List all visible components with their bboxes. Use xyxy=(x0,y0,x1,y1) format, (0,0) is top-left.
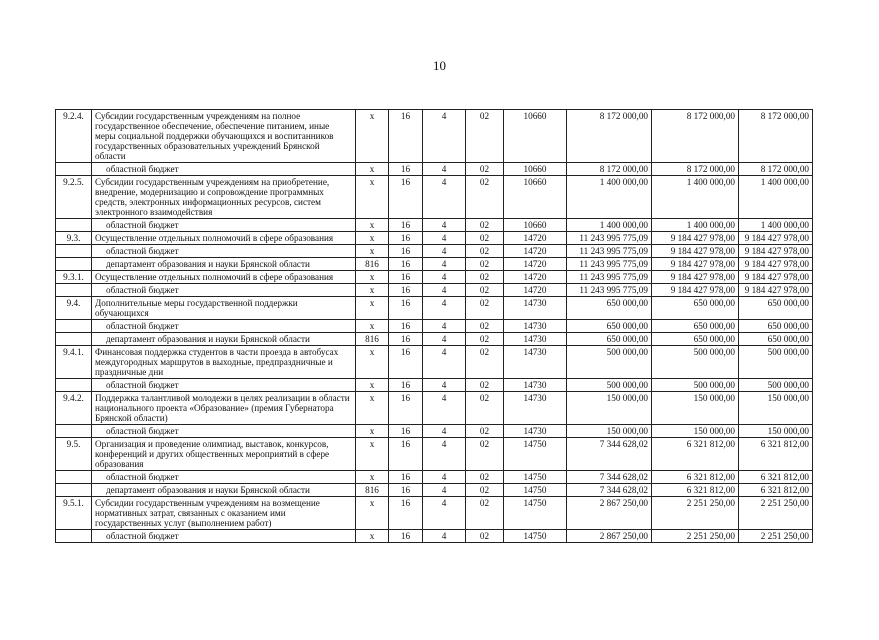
row-name-cell: Субсидии государственным учреждениям на возмещение нормативных затрат, связанных с оказанием ими государственных услуг (выполнением работ) xyxy=(92,497,356,530)
table-row xyxy=(56,530,813,543)
row-section-cell: 02 xyxy=(466,425,504,438)
row-direction-cell: 10660 xyxy=(504,110,567,163)
row-sum-year2-cell: 9 184 427 978,00 xyxy=(652,284,739,297)
row-admin-code-cell: х xyxy=(356,320,389,333)
row-section-cell: 02 xyxy=(466,176,504,219)
row-section-cell: 02 xyxy=(466,110,504,163)
row-direction-cell: 10660 xyxy=(504,219,567,232)
row-section-cell: 02 xyxy=(466,258,504,271)
row-direction-cell: 14750 xyxy=(504,484,567,497)
row-name-cell: областной бюджет xyxy=(92,530,356,543)
row-sum-year2-cell: 650 000,00 xyxy=(652,333,739,346)
row-admin-code-cell: х xyxy=(356,497,389,530)
row-code-cell: 9.5.1. xyxy=(56,497,92,530)
row-section-cell: 02 xyxy=(466,297,504,320)
row-subprogram-cell: 4 xyxy=(423,219,466,232)
row-sum-year3-cell: 1 400 000,00 xyxy=(739,219,813,232)
row-sum-year1-cell: 11 243 995 775,09 xyxy=(567,271,652,284)
row-program-cell: 16 xyxy=(389,530,423,543)
table-row xyxy=(56,438,813,471)
row-direction-cell: 14720 xyxy=(504,245,567,258)
row-name-cell: Субсидии государственным учреждениям на приобретение, внедрение, модернизацию и сопровождение программных средств, электронных информационных ресурсов, систем электронного взаимодействия xyxy=(92,176,356,219)
row-sum-year3-cell: 650 000,00 xyxy=(739,320,813,333)
row-program-cell: 16 xyxy=(389,425,423,438)
row-section-cell: 02 xyxy=(466,245,504,258)
row-sum-year3-cell: 6 321 812,00 xyxy=(739,438,813,471)
row-sum-year1-cell: 7 344 628,02 xyxy=(567,438,652,471)
row-subprogram-cell: 4 xyxy=(423,232,466,245)
row-sum-year1-cell: 150 000,00 xyxy=(567,425,652,438)
row-direction-cell: 14750 xyxy=(504,497,567,530)
row-direction-cell: 14730 xyxy=(504,425,567,438)
row-subprogram-cell: 4 xyxy=(423,297,466,320)
row-code-cell xyxy=(56,379,92,392)
row-code-cell xyxy=(56,219,92,232)
row-name-cell: областной бюджет xyxy=(92,379,356,392)
row-program-cell: 16 xyxy=(389,232,423,245)
row-direction-cell: 14720 xyxy=(504,284,567,297)
row-name-cell: областной бюджет xyxy=(92,471,356,484)
row-program-cell: 16 xyxy=(389,346,423,379)
row-sum-year3-cell: 500 000,00 xyxy=(739,346,813,379)
row-sum-year1-cell: 8 172 000,00 xyxy=(567,163,652,176)
row-admin-code-cell: х xyxy=(356,176,389,219)
row-sum-year3-cell: 8 172 000,00 xyxy=(739,110,813,163)
table-row xyxy=(56,163,813,176)
row-name-cell: Дополнительные меры государственной поддержки обучающихся xyxy=(92,297,356,320)
row-sum-year2-cell: 2 251 250,00 xyxy=(652,497,739,530)
table-body xyxy=(56,110,813,543)
row-subprogram-cell: 4 xyxy=(423,497,466,530)
row-program-cell: 16 xyxy=(389,284,423,297)
row-name-cell: Осуществление отдельных полномочий в сфере образования xyxy=(92,271,356,284)
row-code-cell xyxy=(56,320,92,333)
table-row xyxy=(56,258,813,271)
budget-table xyxy=(55,109,813,543)
table-row xyxy=(56,176,813,219)
row-direction-cell: 14730 xyxy=(504,320,567,333)
row-sum-year3-cell: 2 251 250,00 xyxy=(739,530,813,543)
row-sum-year3-cell: 6 321 812,00 xyxy=(739,484,813,497)
row-sum-year1-cell: 650 000,00 xyxy=(567,333,652,346)
row-name-cell: департамент образования и науки Брянской области xyxy=(92,484,356,497)
table-row xyxy=(56,219,813,232)
row-subprogram-cell: 4 xyxy=(423,333,466,346)
row-sum-year1-cell: 500 000,00 xyxy=(567,379,652,392)
row-subprogram-cell: 4 xyxy=(423,110,466,163)
row-sum-year1-cell: 11 243 995 775,09 xyxy=(567,232,652,245)
row-subprogram-cell: 4 xyxy=(423,530,466,543)
row-section-cell: 02 xyxy=(466,271,504,284)
row-subprogram-cell: 4 xyxy=(423,245,466,258)
row-direction-cell: 14730 xyxy=(504,297,567,320)
row-sum-year2-cell: 1 400 000,00 xyxy=(652,219,739,232)
row-sum-year3-cell: 9 184 427 978,00 xyxy=(739,271,813,284)
row-subprogram-cell: 4 xyxy=(423,438,466,471)
row-sum-year1-cell: 150 000,00 xyxy=(567,392,652,425)
row-sum-year2-cell: 8 172 000,00 xyxy=(652,163,739,176)
row-admin-code-cell: 816 xyxy=(356,258,389,271)
row-code-cell xyxy=(56,163,92,176)
row-section-cell: 02 xyxy=(466,333,504,346)
row-code-cell: 9.4. xyxy=(56,297,92,320)
row-sum-year1-cell: 500 000,00 xyxy=(567,346,652,379)
table-row xyxy=(56,232,813,245)
table-row xyxy=(56,245,813,258)
row-section-cell: 02 xyxy=(466,471,504,484)
row-program-cell: 16 xyxy=(389,333,423,346)
row-direction-cell: 10660 xyxy=(504,176,567,219)
row-subprogram-cell: 4 xyxy=(423,379,466,392)
row-section-cell: 02 xyxy=(466,530,504,543)
row-sum-year2-cell: 8 172 000,00 xyxy=(652,110,739,163)
row-direction-cell: 14750 xyxy=(504,530,567,543)
table-row xyxy=(56,392,813,425)
row-subprogram-cell: 4 xyxy=(423,346,466,379)
row-sum-year2-cell: 9 184 427 978,00 xyxy=(652,258,739,271)
row-sum-year3-cell: 500 000,00 xyxy=(739,379,813,392)
row-code-cell xyxy=(56,333,92,346)
row-admin-code-cell: х xyxy=(356,392,389,425)
row-name-cell: областной бюджет xyxy=(92,163,356,176)
row-name-cell: областной бюджет xyxy=(92,284,356,297)
row-code-cell xyxy=(56,471,92,484)
row-admin-code-cell: 816 xyxy=(356,484,389,497)
table-row xyxy=(56,320,813,333)
row-code-cell xyxy=(56,484,92,497)
row-sum-year1-cell: 11 243 995 775,09 xyxy=(567,284,652,297)
row-sum-year2-cell: 650 000,00 xyxy=(652,320,739,333)
row-subprogram-cell: 4 xyxy=(423,484,466,497)
row-direction-cell: 14730 xyxy=(504,333,567,346)
row-admin-code-cell: х xyxy=(356,219,389,232)
row-direction-cell: 14750 xyxy=(504,438,567,471)
row-admin-code-cell: х xyxy=(356,425,389,438)
row-admin-code-cell: х xyxy=(356,232,389,245)
row-direction-cell: 14720 xyxy=(504,258,567,271)
row-sum-year3-cell: 650 000,00 xyxy=(739,333,813,346)
row-sum-year3-cell: 150 000,00 xyxy=(739,425,813,438)
row-subprogram-cell: 4 xyxy=(423,320,466,333)
row-admin-code-cell: х xyxy=(356,379,389,392)
row-admin-code-cell: х xyxy=(356,297,389,320)
row-sum-year3-cell: 6 321 812,00 xyxy=(739,471,813,484)
row-program-cell: 16 xyxy=(389,320,423,333)
row-sum-year1-cell: 2 867 250,00 xyxy=(567,530,652,543)
table-row xyxy=(56,471,813,484)
row-section-cell: 02 xyxy=(466,163,504,176)
row-sum-year3-cell: 150 000,00 xyxy=(739,392,813,425)
row-direction-cell: 14720 xyxy=(504,271,567,284)
row-section-cell: 02 xyxy=(466,497,504,530)
table-row xyxy=(56,297,813,320)
row-program-cell: 16 xyxy=(389,258,423,271)
row-subprogram-cell: 4 xyxy=(423,284,466,297)
row-program-cell: 16 xyxy=(389,471,423,484)
table-row xyxy=(56,484,813,497)
table-row xyxy=(56,346,813,379)
row-code-cell xyxy=(56,245,92,258)
row-direction-cell: 10660 xyxy=(504,163,567,176)
row-direction-cell: 14750 xyxy=(504,471,567,484)
row-program-cell: 16 xyxy=(389,245,423,258)
row-section-cell: 02 xyxy=(466,232,504,245)
row-program-cell: 16 xyxy=(389,110,423,163)
row-section-cell: 02 xyxy=(466,219,504,232)
row-program-cell: 16 xyxy=(389,219,423,232)
row-sum-year3-cell: 9 184 427 978,00 xyxy=(739,245,813,258)
row-admin-code-cell: х xyxy=(356,346,389,379)
row-sum-year3-cell: 9 184 427 978,00 xyxy=(739,232,813,245)
row-name-cell: Осуществление отдельных полномочий в сфере образования xyxy=(92,232,356,245)
row-subprogram-cell: 4 xyxy=(423,471,466,484)
table-row xyxy=(56,333,813,346)
row-program-cell: 16 xyxy=(389,176,423,219)
row-name-cell: областной бюджет xyxy=(92,245,356,258)
row-name-cell: областной бюджет xyxy=(92,320,356,333)
table-row xyxy=(56,497,813,530)
row-sum-year2-cell: 500 000,00 xyxy=(652,346,739,379)
row-admin-code-cell: х xyxy=(356,284,389,297)
row-section-cell: 02 xyxy=(466,484,504,497)
table-row xyxy=(56,284,813,297)
row-section-cell: 02 xyxy=(466,284,504,297)
row-sum-year2-cell: 9 184 427 978,00 xyxy=(652,232,739,245)
row-program-cell: 16 xyxy=(389,379,423,392)
row-code-cell xyxy=(56,258,92,271)
row-code-cell xyxy=(56,530,92,543)
row-section-cell: 02 xyxy=(466,346,504,379)
row-admin-code-cell: х xyxy=(356,271,389,284)
row-sum-year3-cell: 1 400 000,00 xyxy=(739,176,813,219)
row-sum-year3-cell: 9 184 427 978,00 xyxy=(739,284,813,297)
row-sum-year2-cell: 650 000,00 xyxy=(652,297,739,320)
row-direction-cell: 14730 xyxy=(504,392,567,425)
row-code-cell: 9.4.1. xyxy=(56,346,92,379)
row-sum-year1-cell: 1 400 000,00 xyxy=(567,219,652,232)
row-code-cell: 9.3. xyxy=(56,232,92,245)
row-admin-code-cell: х xyxy=(356,163,389,176)
row-sum-year3-cell: 2 251 250,00 xyxy=(739,497,813,530)
row-name-cell: департамент образования и науки Брянской области xyxy=(92,258,356,271)
row-program-cell: 16 xyxy=(389,297,423,320)
row-admin-code-cell: х xyxy=(356,438,389,471)
row-name-cell: Субсидии государственным учреждениям на полное государственное обеспечение, обеспечение питанием, иные меры социальной поддержки обучающихся и воспитанников государственных образовательных учреждений Брянской области xyxy=(92,110,356,163)
row-name-cell: Финансовая поддержка студентов в части проезда в автобусах междугородных маршрутов в выходные, предпраздничные и праздничные дни xyxy=(92,346,356,379)
row-admin-code-cell: 816 xyxy=(356,333,389,346)
row-section-cell: 02 xyxy=(466,320,504,333)
row-direction-cell: 14720 xyxy=(504,232,567,245)
row-program-cell: 16 xyxy=(389,163,423,176)
row-subprogram-cell: 4 xyxy=(423,176,466,219)
row-sum-year1-cell: 7 344 628,02 xyxy=(567,471,652,484)
row-code-cell xyxy=(56,284,92,297)
row-subprogram-cell: 4 xyxy=(423,163,466,176)
row-direction-cell: 14730 xyxy=(504,379,567,392)
row-subprogram-cell: 4 xyxy=(423,392,466,425)
row-name-cell: областной бюджет xyxy=(92,425,356,438)
page-number: 10 xyxy=(433,58,446,73)
table-row xyxy=(56,110,813,163)
row-program-cell: 16 xyxy=(389,271,423,284)
row-section-cell: 02 xyxy=(466,438,504,471)
row-code-cell xyxy=(56,425,92,438)
row-sum-year2-cell: 150 000,00 xyxy=(652,392,739,425)
row-program-cell: 16 xyxy=(389,438,423,471)
row-program-cell: 16 xyxy=(389,497,423,530)
table-row xyxy=(56,425,813,438)
row-sum-year2-cell: 150 000,00 xyxy=(652,425,739,438)
row-code-cell: 9.5. xyxy=(56,438,92,471)
row-sum-year3-cell: 650 000,00 xyxy=(739,297,813,320)
row-name-cell: департамент образования и науки Брянской области xyxy=(92,333,356,346)
row-code-cell: 9.2.4. xyxy=(56,110,92,163)
row-admin-code-cell: х xyxy=(356,110,389,163)
row-sum-year2-cell: 9 184 427 978,00 xyxy=(652,245,739,258)
row-name-cell: Организация и проведение олимпиад, выставок, конкурсов, конференций и других общественных мероприятий в сфере образования xyxy=(92,438,356,471)
row-subprogram-cell: 4 xyxy=(423,258,466,271)
row-section-cell: 02 xyxy=(466,379,504,392)
row-sum-year2-cell: 1 400 000,00 xyxy=(652,176,739,219)
row-sum-year2-cell: 500 000,00 xyxy=(652,379,739,392)
row-admin-code-cell: х xyxy=(356,471,389,484)
row-sum-year2-cell: 2 251 250,00 xyxy=(652,530,739,543)
table-row xyxy=(56,379,813,392)
row-sum-year2-cell: 9 184 427 978,00 xyxy=(652,271,739,284)
row-subprogram-cell: 4 xyxy=(423,425,466,438)
row-code-cell: 9.3.1. xyxy=(56,271,92,284)
row-sum-year1-cell: 1 400 000,00 xyxy=(567,176,652,219)
row-sum-year1-cell: 2 867 250,00 xyxy=(567,497,652,530)
row-program-cell: 16 xyxy=(389,392,423,425)
row-sum-year2-cell: 6 321 812,00 xyxy=(652,438,739,471)
row-sum-year1-cell: 11 243 995 775,09 xyxy=(567,258,652,271)
row-sum-year3-cell: 9 184 427 978,00 xyxy=(739,258,813,271)
row-name-cell: областной бюджет xyxy=(92,219,356,232)
row-name-cell: Поддержка талантливой молодежи в целях реализации в области национального проекта «Образование» (премия Губернатора Брянской области) xyxy=(92,392,356,425)
row-admin-code-cell: х xyxy=(356,245,389,258)
row-section-cell: 02 xyxy=(466,392,504,425)
row-direction-cell: 14730 xyxy=(504,346,567,379)
row-program-cell: 16 xyxy=(389,484,423,497)
row-sum-year1-cell: 8 172 000,00 xyxy=(567,110,652,163)
row-admin-code-cell: х xyxy=(356,530,389,543)
row-code-cell: 9.2.5. xyxy=(56,176,92,219)
row-sum-year1-cell: 650 000,00 xyxy=(567,320,652,333)
row-sum-year1-cell: 650 000,00 xyxy=(567,297,652,320)
row-sum-year1-cell: 7 344 628,02 xyxy=(567,484,652,497)
row-sum-year3-cell: 8 172 000,00 xyxy=(739,163,813,176)
row-subprogram-cell: 4 xyxy=(423,271,466,284)
table-row xyxy=(56,271,813,284)
row-code-cell: 9.4.2. xyxy=(56,392,92,425)
row-sum-year1-cell: 11 243 995 775,09 xyxy=(567,245,652,258)
row-sum-year2-cell: 6 321 812,00 xyxy=(652,471,739,484)
row-sum-year2-cell: 6 321 812,00 xyxy=(652,484,739,497)
